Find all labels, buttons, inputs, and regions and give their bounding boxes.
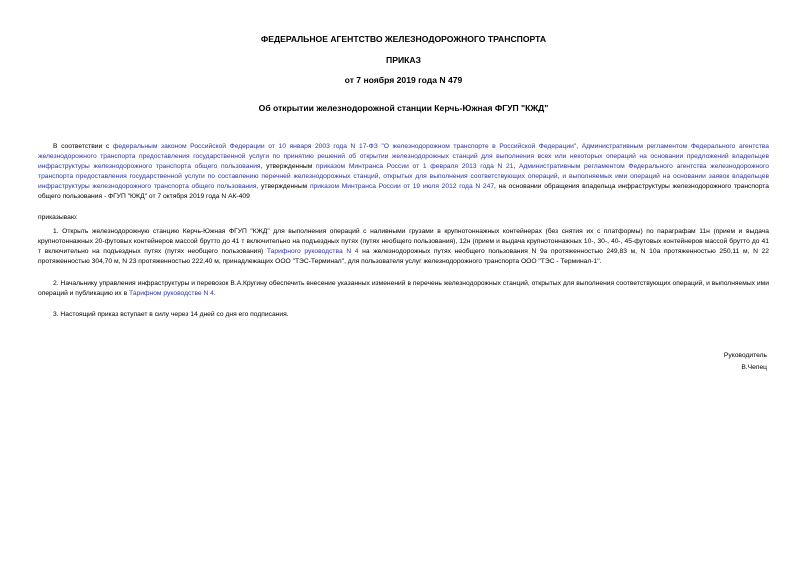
order-item-2 [38, 279, 769, 299]
admin-regulation-link-1[interactable]: Административным регламентом Федерального агентства железнодорожного транспорта предоставления государственной услуги по принятию решений об открытии железнодорожных станций для выполнения всех или некоторых операций на основании предложений владельцев инфраструктуры железнодорожного транспорта общего пользования [38, 143, 770, 170]
preamble-text: , утвержденным [256, 183, 310, 190]
item-text: . [213, 290, 216, 297]
preamble-text: , [576, 143, 582, 150]
order-item-1 [38, 227, 769, 267]
document-title: Об открытии железнодорожной станции Керчь-Южная ФГУП "КЖД" [258, 103, 549, 113]
order-word: приказываю: [38, 214, 78, 221]
item-text: 1. Открыть железнодорожную станцию Керчь-Южная ФГУП "КЖД" для выполнения операций с наливными грузами в крупнотоннажных контейнерах (без снятия их с платформы) по параграфам 11н (прием и выдача крупнотоннажных 20-футовых контейнеров массой брутто до 41 т включительно на подъездных путях (путях необщего пользования), 12н (прием и выдача крупнотоннажных 10-, 30-, 40-, 45-футовых контейнеров массой брутто до 41 т включительно на подъездных путях (путях необщего пользования) [38, 228, 769, 255]
mintrans-order-21-link[interactable]: приказом Минтранса России от 1 февраля 2013 года N 21 [316, 163, 514, 170]
tariff-guide-4-link[interactable]: Тарифного руководства N 4 [266, 248, 359, 255]
item-text: на железнодорожных путях необщего пользования N 9а протяженностью 249,83 м, N 10а протяженностью 250,11 м, N 22 протяженностью 304,70 м, N 23 протяженностью 222,40 м, принадлежащих ООО "ТЭС-Терминал", для пользователя услуг железнодорожного транспорта ООО "ТЭС - Терминал-1". [38, 248, 769, 265]
signature-name: В.Чепец [741, 364, 767, 371]
signature-position: Руководитель [723, 352, 767, 359]
agency-name: ФЕДЕРАЛЬНОЕ АГЕНТСТВО ЖЕЛЕЗНОДОРОЖНОГО ТРАНСПОРТА [260, 34, 547, 44]
preamble-text: , утвержденным [260, 163, 317, 170]
document-type: ПРИКАЗ [386, 55, 421, 65]
admin-regulation-link-2[interactable]: Административным регламентом Федерального агентства железнодорожного транспорта предоставления государственной услуги по составлению перечней железнодорожных станций, открытых для выполнения соответствующих операций, и выполняемых ими операций на основании заявок владельцев инфраструктуры железнодорожного транспорта общего пользования [38, 163, 769, 190]
preamble-text: , [513, 163, 520, 170]
document-date-number: от 7 ноября 2019 года N 479 [344, 75, 463, 85]
preamble-text: , на основании обращения владельца инфраструктуры железнодорожного транспорта общего пользования - ФГУП "КЖД" от 7 октября 2019 года N АК-409 [38, 183, 769, 200]
federal-law-link[interactable]: федеральным законом Российской Федерации от 10 января 2003 года N 17-ФЗ "О железнодорожном транспорте в Российской Федерации" [112, 143, 577, 150]
order-item-3 [38, 310, 769, 320]
mintrans-order-247-link[interactable]: приказом Минтранса России от 19 июля 2012 года N 247 [309, 183, 495, 190]
tariff-guide-4-link[interactable]: Тарифном руководстве N 4 [129, 290, 214, 297]
preamble-paragraph [38, 142, 769, 202]
item-text: 3. Настоящий приказ вступает в силу через 14 дней со дня его подписания. [53, 311, 289, 318]
item-text: 2. Начальнику управления инфраструктуры и перевозок В.А.Кругину обеспечить внесение указанных изменений в перечень железнодорожных станций, открытых для выполнения соответствующих операций, и выполняемых ими операций и публикацию их в [38, 280, 769, 297]
preamble-text: В соответствии с [53, 143, 113, 150]
